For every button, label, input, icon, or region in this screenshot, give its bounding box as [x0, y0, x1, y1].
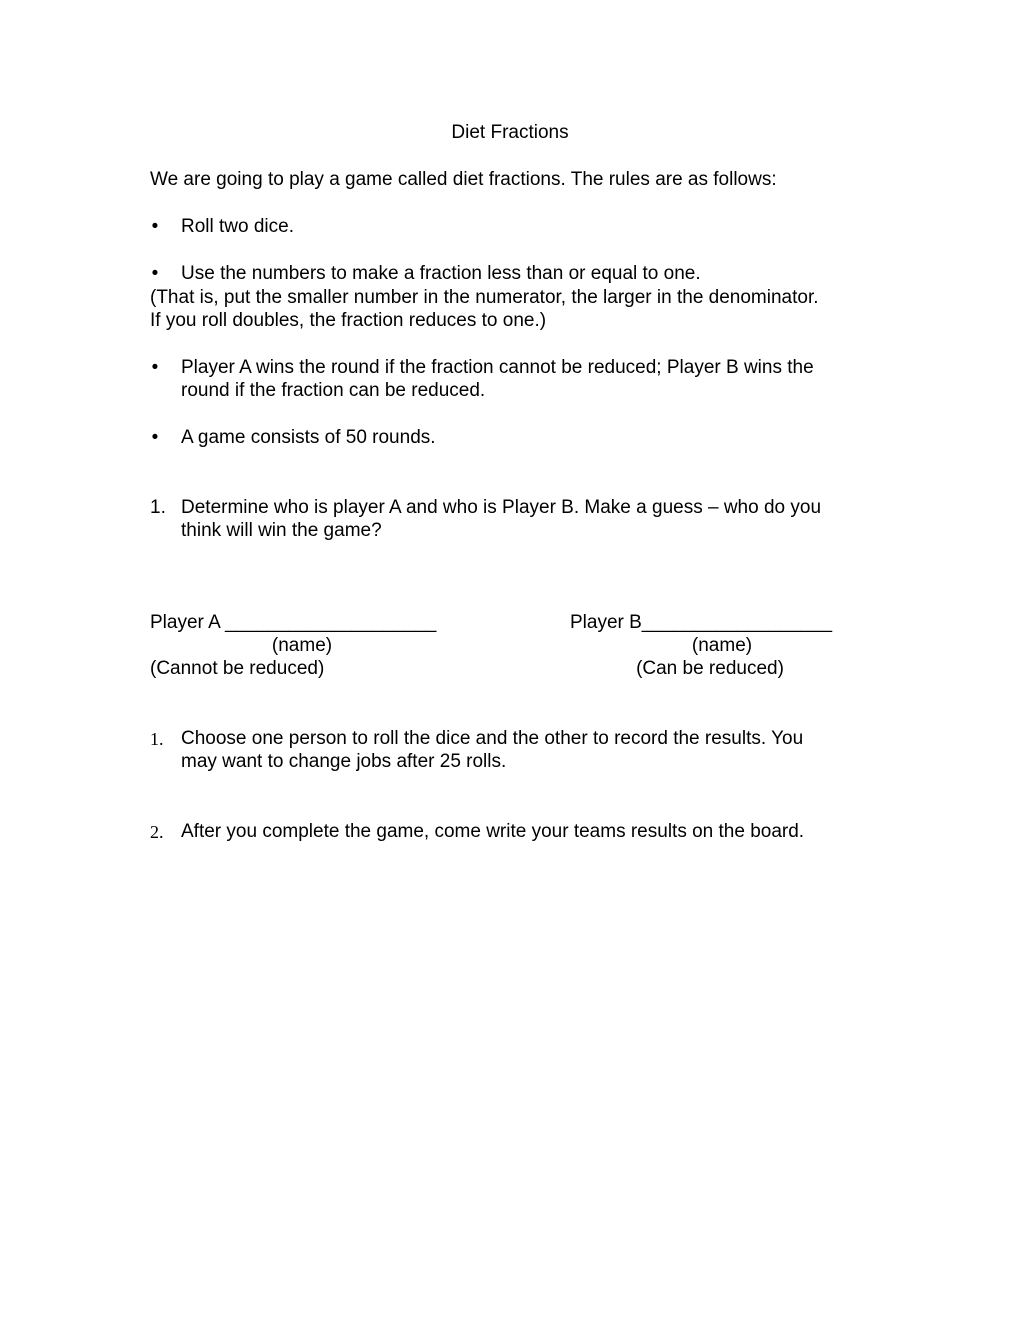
- page-title: Diet Fractions: [451, 122, 569, 143]
- question-text-continued: may want to change jobs after 25 rolls.: [181, 751, 507, 772]
- rule-note-line: (That is, put the smaller number in the numerator, the larger in the denominator.: [150, 287, 819, 308]
- player-b-name-caption: (name): [691, 635, 753, 656]
- bullet-icon: •: [151, 216, 159, 237]
- question-number: 1.: [150, 497, 166, 518]
- rule-text: Player A wins the round if the fraction cannot be reduced; Player B wins the: [181, 357, 814, 378]
- question-text-continued: think will win the game?: [181, 520, 382, 541]
- player-a-name-caption: (name): [271, 635, 333, 656]
- rule-text-continued: round if the fraction can be reduced.: [181, 380, 486, 401]
- question-number: 1.: [150, 729, 164, 749]
- rule-note-line: If you roll doubles, the fraction reduces to one.): [150, 310, 547, 331]
- rule-text: Use the numbers to make a fraction less than or equal to one.: [181, 263, 701, 284]
- bullet-icon: •: [151, 357, 159, 378]
- question-number: 2.: [150, 822, 164, 842]
- rule-text: Roll two dice.: [181, 216, 294, 237]
- player-b-name-field[interactable]: Player B__________________: [570, 612, 833, 633]
- question-text: Choose one person to roll the dice and the other to record the results. You: [181, 728, 804, 749]
- bullet-icon: •: [151, 427, 159, 448]
- bullet-icon: •: [151, 263, 159, 284]
- question-text: After you complete the game, come write your teams results on the board.: [181, 821, 805, 842]
- question-text: Determine who is player A and who is Player B. Make a guess – who do you: [181, 497, 822, 518]
- player-a-name-field[interactable]: Player A ____________________: [150, 612, 437, 633]
- player-b-description: (Can be reduced): [636, 658, 784, 679]
- player-a-description: (Cannot be reduced): [150, 658, 325, 679]
- rule-text: A game consists of 50 rounds.: [181, 427, 436, 448]
- intro-text: We are going to play a game called diet fractions. The rules are as follows:: [150, 169, 777, 190]
